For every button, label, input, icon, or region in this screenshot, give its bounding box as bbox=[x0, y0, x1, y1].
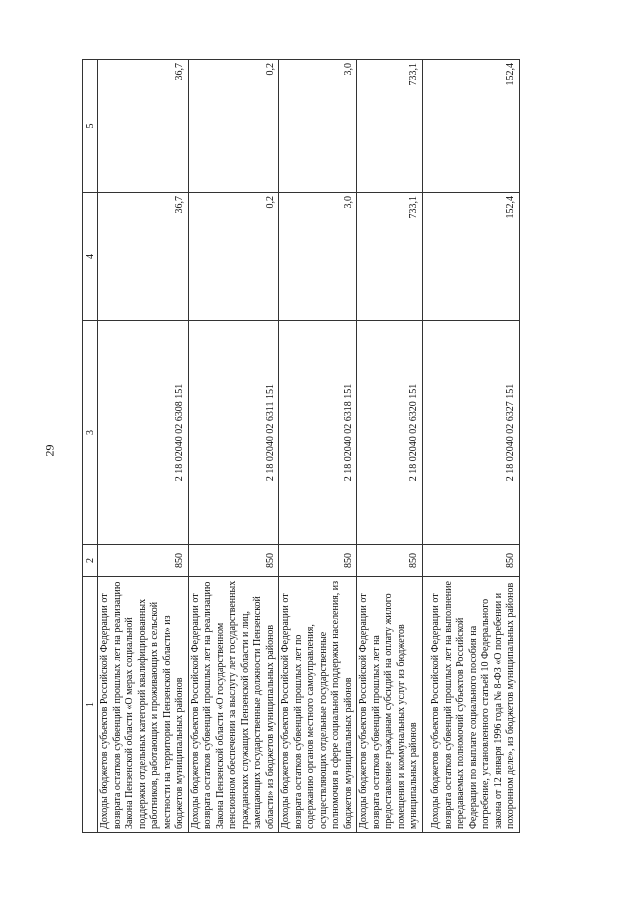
amount-column-5: 152,4 bbox=[422, 60, 519, 193]
amount-column-5: 733,1 bbox=[357, 60, 423, 193]
budget-classification-code: 2 18 02040 02 6320 151 bbox=[357, 321, 423, 545]
column-header-1: 1 bbox=[83, 577, 98, 833]
admin-code: 850 bbox=[188, 545, 279, 577]
table-row bbox=[279, 60, 357, 833]
budget-classification-code: 2 18 02040 02 6327 151 bbox=[422, 321, 519, 545]
amount-column-5: 0,2 bbox=[188, 60, 279, 193]
budget-classification-code: 2 18 02040 02 6311 151 bbox=[188, 321, 279, 545]
amount-column-5: 3,0 bbox=[279, 60, 357, 193]
revenue-description: Доходы бюджетов субъектов Российской Федерации от возврата остатков субвенций прошлых лет на реализацию Закона Пензенской области «О мерах социальной поддержки отдельных категорий квалифицированных работников, работающих и проживающих в сельской местности на территории Пензенской области» из бюджетов муниципальных районов bbox=[98, 577, 189, 833]
table-row bbox=[422, 60, 519, 833]
column-header-2: 2 bbox=[83, 545, 98, 577]
admin-code: 850 bbox=[98, 545, 189, 577]
amount-column-5: 36,7 bbox=[98, 60, 189, 193]
admin-code: 850 bbox=[357, 545, 423, 577]
revenue-description: Доходы бюджетов субъектов Российской Федерации от возврата остатков субвенций прошлых лет на реализацию Закона Пензенской области «О государственном пенсионном обеспечении за выслугу лет государственных гражданских служащих Пензенской области и лиц, замещающих государственные должности Пензенской области» из бюджетов муниципальных районов bbox=[188, 577, 279, 833]
admin-code: 850 bbox=[279, 545, 357, 577]
column-header-3: 3 bbox=[83, 321, 98, 545]
budget-revenue-table bbox=[82, 59, 520, 833]
amount-column-4: 733,1 bbox=[357, 193, 423, 321]
page-number: 29 bbox=[42, 444, 57, 457]
table-row bbox=[357, 60, 423, 833]
table-row bbox=[98, 60, 189, 833]
amount-column-4: 152,4 bbox=[422, 193, 519, 321]
rotated-page-content bbox=[82, 60, 603, 833]
column-header-5: 5 bbox=[83, 60, 98, 193]
revenue-description: Доходы бюджетов субъектов Российской Федерации от возврата остатков субвенций прошлых лет на выполнение передаваемых полномочий субъектов Российской Федерации по выплате социального пособия на погребение, установленного статьей 10 Федерального закона от 12 января 1996 года № 8-ФЗ «О погребении и похоронном деле», из бюджетов муниципальных районов bbox=[422, 577, 519, 833]
table-row bbox=[188, 60, 279, 833]
revenue-description: Доходы бюджетов субъектов Российской Федерации от возврата остатков субвенций прошлых лет на предоставление гражданам субсидий на оплату жилого помещения и коммунальных услуг из бюджетов муниципальных районов bbox=[357, 577, 423, 833]
revenue-description: Доходы бюджетов субъектов Российской Федерации от возврата остатков субвенций прошлых лет по содержанию органов местного самоуправления, осуществляющих отдельные государственные полномочия в сфере социальной поддержки населения, из бюджетов муниципальных районов bbox=[279, 577, 357, 833]
amount-column-4: 36,7 bbox=[98, 193, 189, 321]
table-header-row bbox=[83, 60, 98, 833]
amount-column-4: 0,2 bbox=[188, 193, 279, 321]
amount-column-4: 3,0 bbox=[279, 193, 357, 321]
column-header-4: 4 bbox=[83, 193, 98, 321]
admin-code: 850 bbox=[422, 545, 519, 577]
budget-classification-code: 2 18 02040 02 6318 151 bbox=[279, 321, 357, 545]
budget-classification-code: 2 18 02040 02 6308 151 bbox=[98, 321, 189, 545]
